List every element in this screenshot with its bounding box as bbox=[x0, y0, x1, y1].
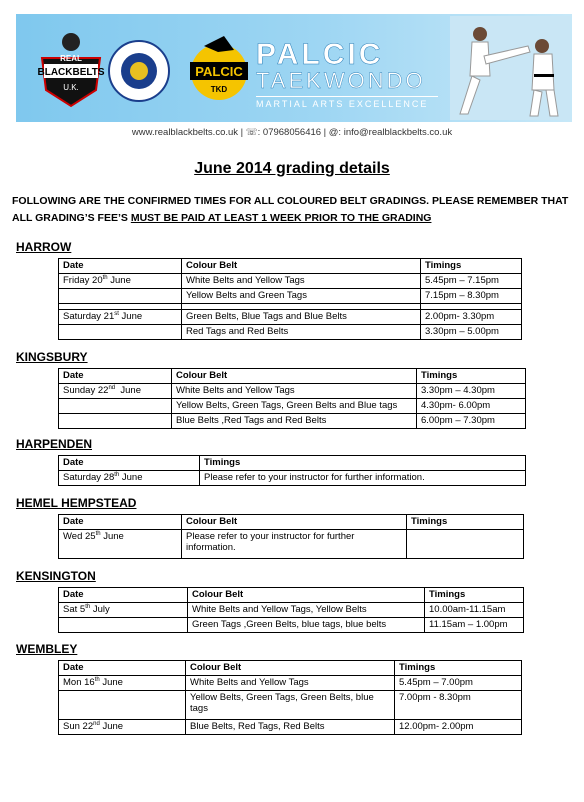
brand-name: PALCIC bbox=[256, 38, 384, 71]
date-cell bbox=[59, 399, 172, 414]
svg-text:BLACKBELTS: BLACKBELTS bbox=[37, 67, 105, 78]
section-hemel-title: HEMEL HEMPSTEAD bbox=[16, 496, 137, 510]
time-cell: 5.45pm – 7.15pm bbox=[421, 274, 522, 289]
fighters-image bbox=[450, 16, 570, 120]
date-cell bbox=[59, 691, 186, 720]
date-cell: Wed 25th June bbox=[59, 530, 182, 559]
belt-cell: White Belts and Yellow Tags bbox=[186, 676, 395, 691]
table-row bbox=[59, 720, 522, 735]
section-kingsbury-title: KINGSBURY bbox=[16, 350, 88, 364]
table-row bbox=[59, 471, 526, 486]
harrow-table bbox=[58, 258, 522, 340]
time-cell: 3.30pm – 5.00pm bbox=[421, 325, 522, 340]
table-row bbox=[59, 530, 524, 559]
brand-subtitle: TAEKWONDO bbox=[256, 68, 426, 93]
date-cell bbox=[59, 289, 182, 304]
belt-cell: White Belts and Yellow Tags bbox=[182, 274, 421, 289]
date-cell: Saturday 21st June bbox=[59, 310, 182, 325]
belt-cell: Yellow Belts and Green Tags bbox=[182, 289, 421, 304]
belt-cell: Green Tags ,Green Belts, blue tags, blue belts bbox=[188, 618, 425, 633]
header-timings: Timings bbox=[417, 369, 526, 384]
header-belt: Colour Belt bbox=[172, 369, 417, 384]
svg-text:TKD: TKD bbox=[210, 85, 228, 94]
header-timings: Timings bbox=[395, 661, 522, 676]
table-header bbox=[59, 456, 526, 471]
notice-part1: FOLLOWING ARE THE CONFIRMED TIMES FOR ALL COLOURED BELT GRADINGS. PLEASE REMEMBER THAT ALL GRADING’S FEE’S bbox=[12, 195, 569, 224]
section-wembley-title: WEMBLEY bbox=[16, 642, 78, 656]
header-date: Date bbox=[59, 456, 200, 471]
header-belt: Colour Belt bbox=[182, 515, 407, 530]
contact-line: www.realblackbelts.co.uk | ☏: 07968056416 | @: info@realblackbelts.co.uk bbox=[131, 127, 453, 138]
table-row bbox=[59, 384, 526, 399]
header-date: Date bbox=[59, 661, 186, 676]
table-row bbox=[59, 414, 526, 429]
belt-cell: Yellow Belts, Green Tags, Green Belts, blue tags bbox=[186, 691, 395, 720]
header-timings: Timings bbox=[407, 515, 524, 530]
table-row bbox=[59, 603, 524, 618]
belt-cell: Red Tags and Red Belts bbox=[182, 325, 421, 340]
page-title: June 2014 grading details bbox=[194, 160, 390, 177]
time-cell: 10.00am-11.15am bbox=[425, 603, 524, 618]
header-date: Date bbox=[59, 369, 172, 384]
date-cell: Saturday 28th June bbox=[59, 471, 200, 486]
belt-cell: Please refer to your instructor for further information. bbox=[182, 530, 407, 559]
date-cell bbox=[59, 618, 188, 633]
notice-text bbox=[12, 193, 572, 227]
kingsbury-table bbox=[58, 368, 526, 429]
notice-part2: MUST BE PAID AT LEAST 1 WEEK PRIOR TO THE GRADING bbox=[130, 212, 432, 224]
header-date: Date bbox=[59, 588, 188, 603]
header-timings: Timings bbox=[421, 259, 522, 274]
date-cell: Sun 22nd June bbox=[59, 720, 186, 735]
itf-logo bbox=[108, 40, 170, 102]
time-cell: 11.15am – 1.00pm bbox=[425, 618, 524, 633]
time-cell: 6.00pm – 7.30pm bbox=[417, 414, 526, 429]
brand-block bbox=[256, 40, 456, 109]
section-kensington-title: KENSINGTON bbox=[16, 569, 96, 583]
table-row bbox=[59, 399, 526, 414]
header-banner bbox=[16, 14, 572, 122]
palcic-tkd-logo bbox=[184, 32, 254, 102]
info-cell: Please refer to your instructor for further information. bbox=[200, 471, 526, 486]
header-date: Date bbox=[59, 515, 182, 530]
date-cell bbox=[59, 325, 182, 340]
time-cell: 5.45pm – 7.00pm bbox=[395, 676, 522, 691]
header-timings: Timings bbox=[425, 588, 524, 603]
table-row bbox=[59, 676, 522, 691]
belt-cell: Blue Belts, Red Tags, Red Belts bbox=[186, 720, 395, 735]
belt-cell: Yellow Belts, Green Tags, Green Belts and Blue tags bbox=[172, 399, 417, 414]
svg-text:U.K.: U.K. bbox=[63, 83, 79, 92]
header-belt: Colour Belt bbox=[182, 259, 421, 274]
header-belt: Colour Belt bbox=[186, 661, 395, 676]
time-cell: 7.00pm - 8.30pm bbox=[395, 691, 522, 720]
harpenden-table bbox=[58, 455, 526, 486]
table-row bbox=[59, 274, 522, 289]
time-cell bbox=[407, 530, 524, 559]
date-cell: Friday 20th June bbox=[59, 274, 182, 289]
belt-cell: Blue Belts ,Red Tags and Red Belts bbox=[172, 414, 417, 429]
table-header bbox=[59, 661, 522, 676]
time-cell: 3.30pm – 4.30pm bbox=[417, 384, 526, 399]
kensington-table bbox=[58, 587, 524, 633]
date-cell: Mon 16th June bbox=[59, 676, 186, 691]
svg-text:PALCIC: PALCIC bbox=[195, 64, 243, 79]
date-cell: Sunday 22nd June bbox=[59, 384, 172, 399]
time-cell: 12.00pm- 2.00pm bbox=[395, 720, 522, 735]
section-harpenden-title: HARPENDEN bbox=[16, 437, 93, 451]
table-header bbox=[59, 259, 522, 274]
header-belt: Colour Belt bbox=[188, 588, 425, 603]
table-row bbox=[59, 310, 522, 325]
table-header bbox=[59, 369, 526, 384]
table-row bbox=[59, 618, 524, 633]
belt-cell: White Belts and Yellow Tags, Yellow Belts bbox=[188, 603, 425, 618]
table-row bbox=[59, 691, 522, 720]
time-cell: 7.15pm – 8.30pm bbox=[421, 289, 522, 304]
date-cell bbox=[59, 414, 172, 429]
belt-cell: Green Belts, Blue Tags and Blue Belts bbox=[182, 310, 421, 325]
header-date: Date bbox=[59, 259, 182, 274]
table-row bbox=[59, 289, 522, 304]
hemel-table bbox=[58, 514, 524, 559]
table-row bbox=[59, 325, 522, 340]
belt-cell: White Belts and Yellow Tags bbox=[172, 384, 417, 399]
table-header bbox=[59, 588, 524, 603]
real-blackbelts-logo bbox=[36, 30, 106, 110]
time-cell: 2.00pm- 3.30pm bbox=[421, 310, 522, 325]
header-timings: Timings bbox=[200, 456, 526, 471]
brand-tagline: MARTIAL ARTS EXCELLENCE bbox=[256, 96, 438, 109]
time-cell: 4.30pm- 6.00pm bbox=[417, 399, 526, 414]
section-harrow-title: HARROW bbox=[16, 240, 72, 254]
date-cell: Sat 5th July bbox=[59, 603, 188, 618]
wembley-table bbox=[58, 660, 522, 735]
table-header bbox=[59, 515, 524, 530]
svg-text:REAL: REAL bbox=[60, 54, 82, 63]
